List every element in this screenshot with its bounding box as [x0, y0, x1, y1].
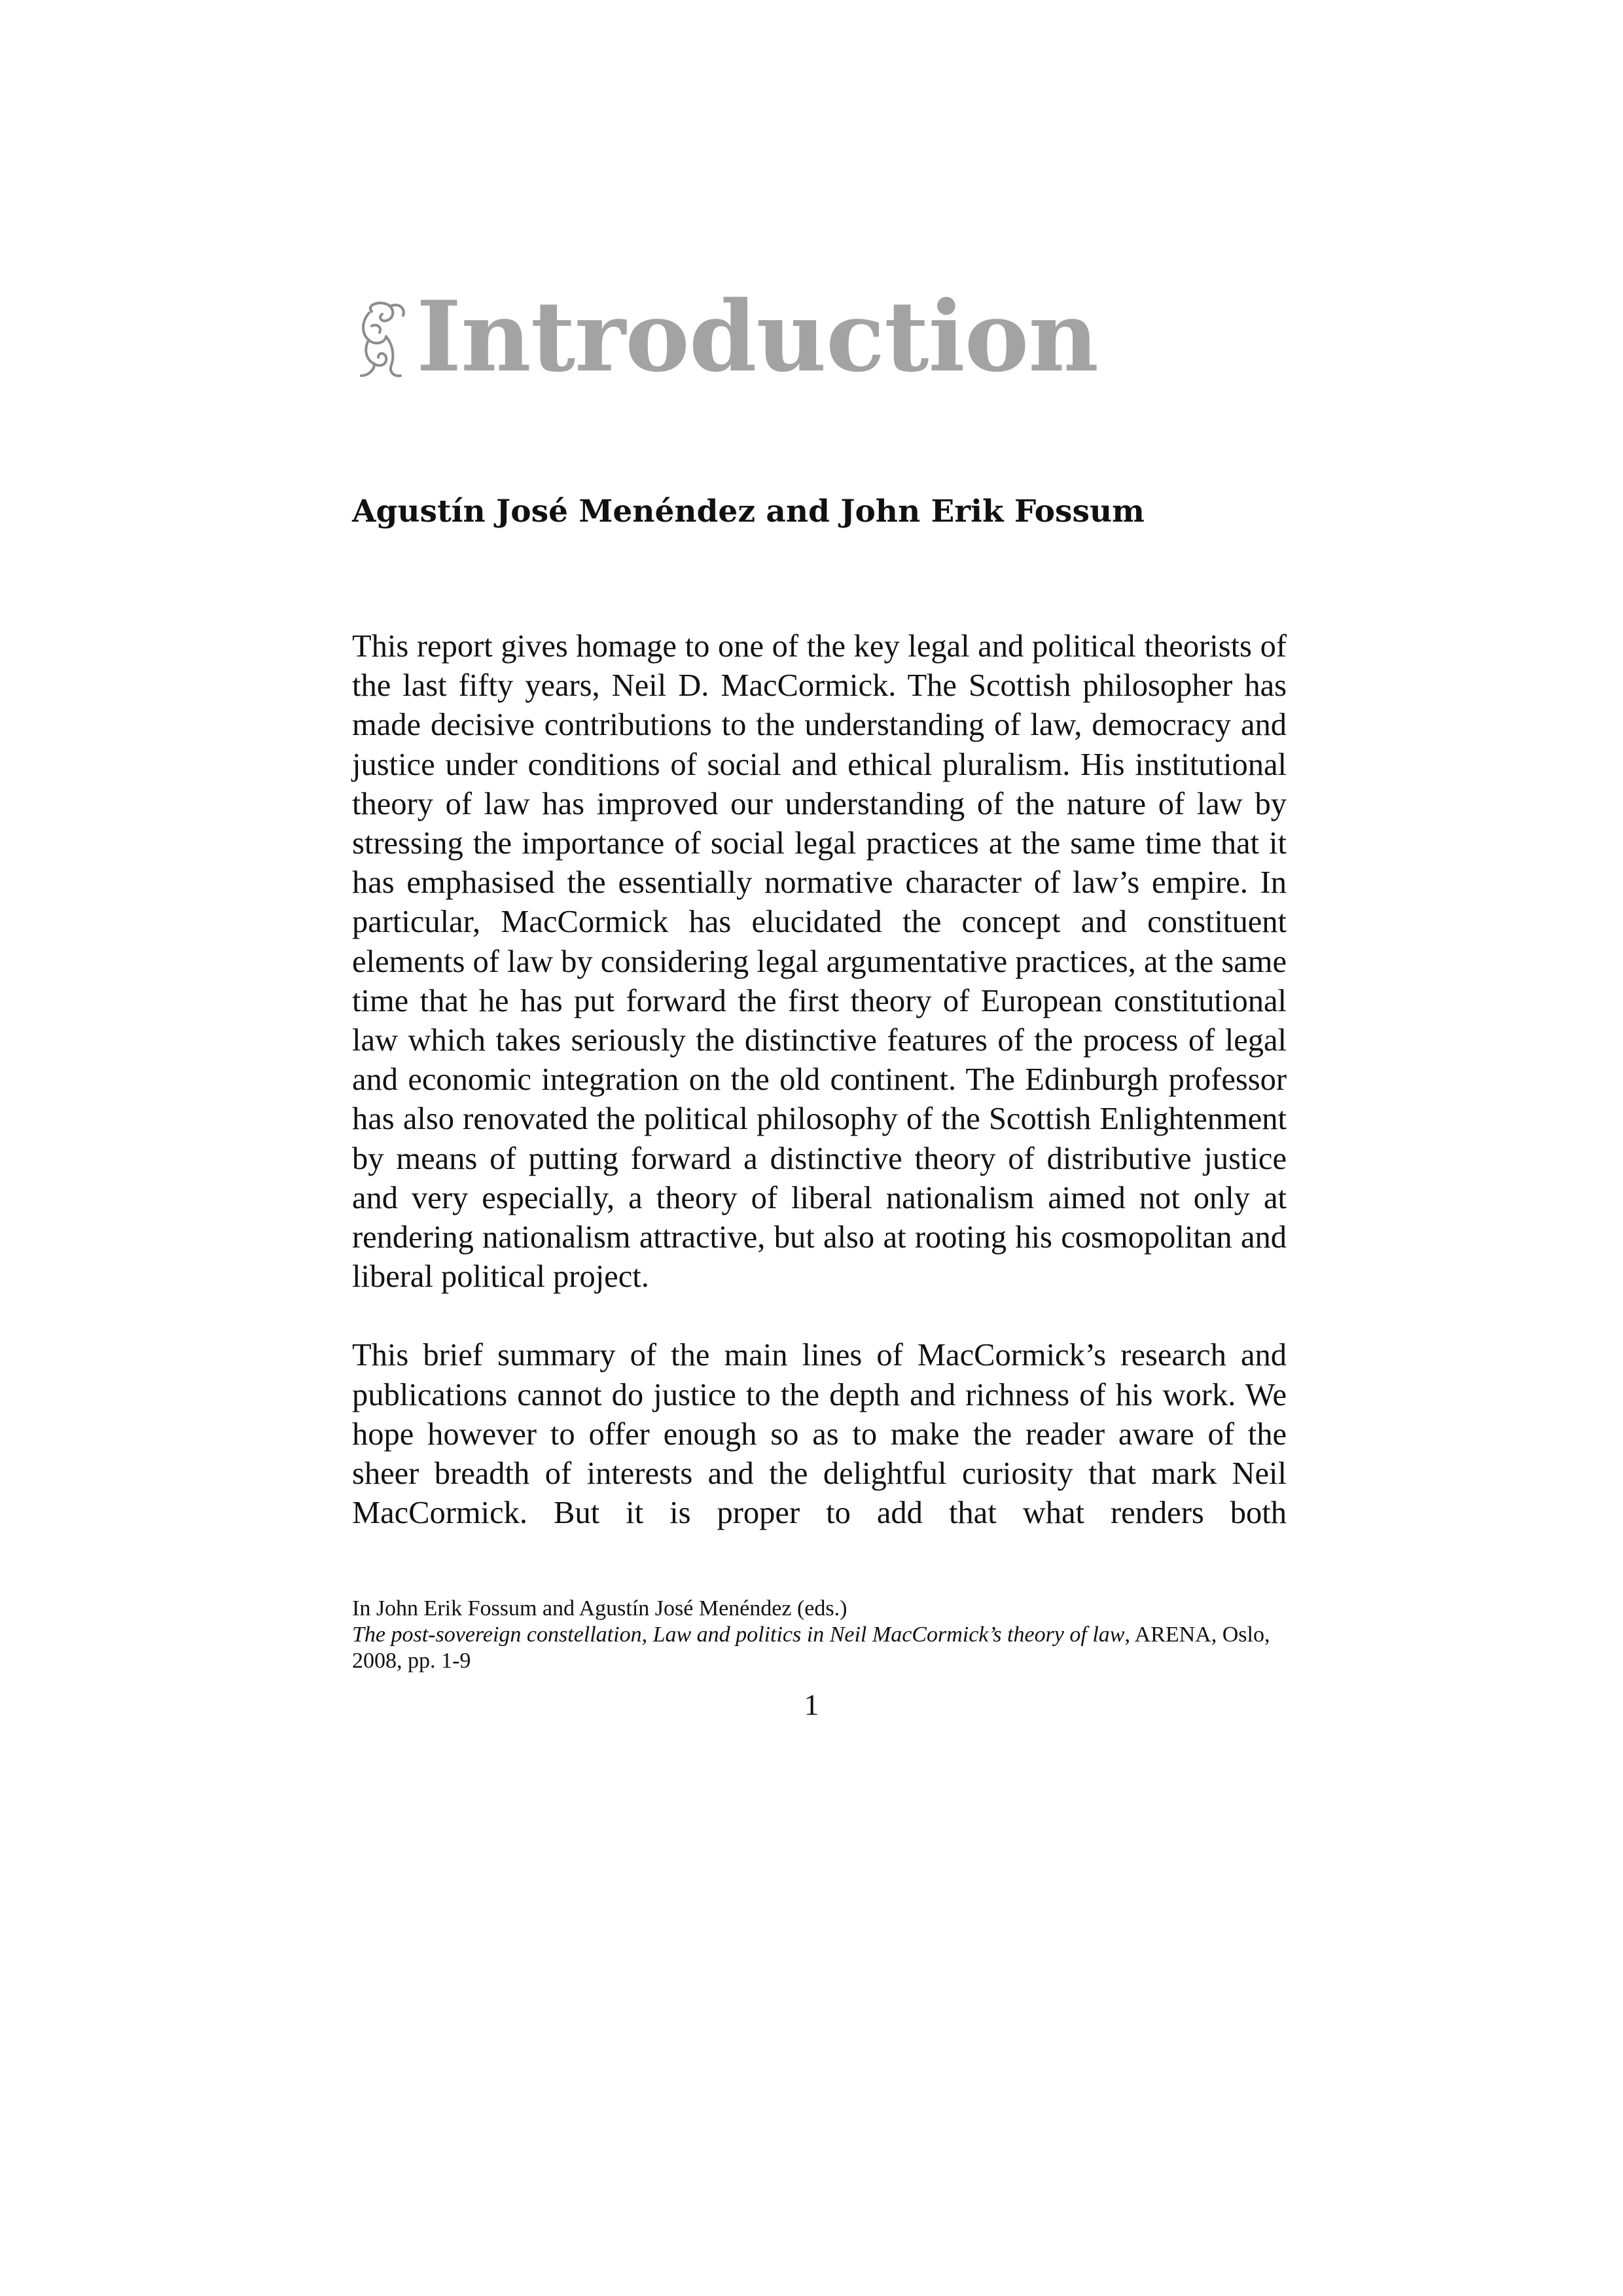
paragraph: This report gives homage to one of the key legal and political theorists of the last fifty years, Neil D. MacCormick. The Scottish philosopher has made decisive contributions to the understanding of law, democracy and justice under conditions of social and ethical pluralism. His institutional theory of law has improved our understanding of the nature of law by stressing the importance of social legal practices at the same time that it has emphasised the essentially normative character of law’s empire. In particular, MacCormick has elucidated the concept and constituent elements of law by considering legal argumentative practices, at the same time that he has put forward the first theory of European constitutional law which takes seriously the distinctive features of the process of legal and economic integration on the old continent. The Edinburgh professor has also renovated the political philosophy of the Scottish Enlightenment by means of putting forward a distinctive theory of distributive justice and very especially, a theory of liberal nationalism aimed not only at rendering nationalism attractive, but also at rooting his cosmopolitan and liberal political project. [352, 629, 1287, 1295]
paragraph: This brief summary of the main lines of MacCormick’s research and publications cannot do justice to the depth and richness of his work. We hope however to offer enough so as to make the reader aware of the sheer breadth of interests and the delightful curiosity that mark Neil MacCormick. But it is proper to add that what renders both [352, 1338, 1287, 1531]
celtic-knot-logo-icon [352, 300, 412, 381]
chapter-header [352, 279, 1137, 393]
author-line: Agustín José Menéndez and John Erik Fossum [352, 493, 1145, 529]
chapter-title: Introduction [416, 279, 1098, 393]
footnote-line: In John Erik Fossum and Agustín José Menéndez (eds.) [352, 1596, 847, 1621]
citation-footnote [352, 1596, 1287, 1674]
footnote-line: 2008, pp. 1-9 [352, 1649, 471, 1673]
footnote-line [352, 1622, 1287, 1648]
body-text [352, 627, 1287, 1572]
publisher: , ARENA, Oslo, [1124, 1623, 1270, 1647]
book-title: The post-sovereign constellation, Law and politics in Neil MacCormick’s theory of law [352, 1623, 1125, 1647]
page-number: 1 [804, 1688, 819, 1721]
